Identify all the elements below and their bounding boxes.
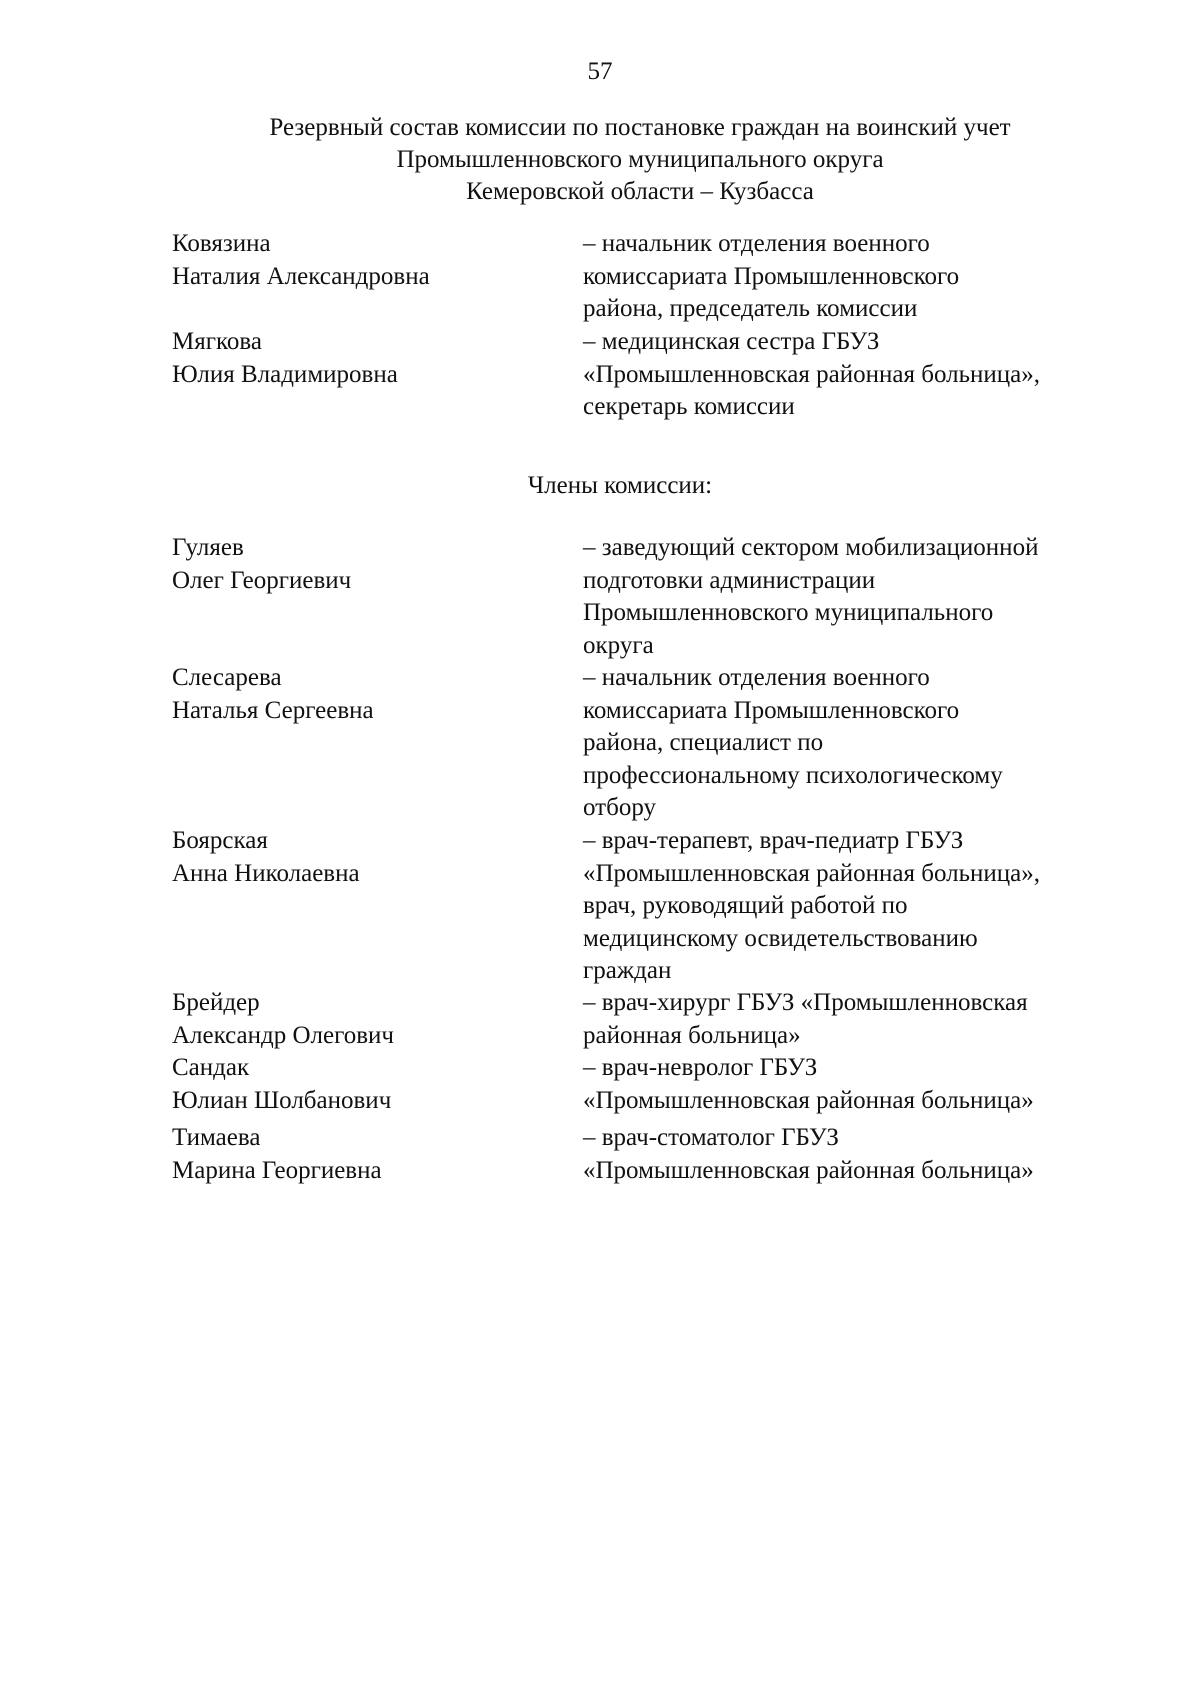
role-line: – врач-терапевт, врач-педиатр ГБУЗ [583, 827, 964, 854]
role-line: отбору [583, 794, 656, 821]
person-given-names: Олег Георгиевич [172, 566, 352, 594]
role-line: Промышленновского муниципального [583, 599, 994, 626]
title-line-3: Кемеровской области – Кузбасса [466, 178, 814, 205]
person-given-names: Анна Николаевна [172, 859, 360, 887]
person-role [583, 662, 1143, 825]
role-line: комиссариата Промышленновского [583, 696, 960, 724]
role-line: комиссариата Промышленновского [583, 262, 960, 290]
person-name [172, 1052, 572, 1117]
role-line: – заведующий сектором мобилизационной [583, 534, 1039, 561]
role-line: района, специалист по [583, 729, 824, 756]
person-role [583, 1052, 1143, 1117]
person-name [172, 1122, 572, 1187]
role-line: района, председатель комиссии [583, 295, 918, 322]
person-given-names: Наталья Сергеевна [172, 696, 374, 724]
person-role [583, 326, 1143, 424]
person-given-names: Марина Георгиевна [172, 1156, 382, 1184]
person-given-names: Юлия Владимировна [172, 360, 398, 388]
role-line: – начальник отделения военного [583, 230, 930, 257]
person-surname: Гуляев [172, 534, 244, 561]
person-role [583, 228, 1143, 326]
person-surname: Мягкова [172, 328, 262, 355]
role-line: округа [583, 631, 654, 659]
page-number: 57 [587, 58, 613, 85]
role-line: «Промышленновская районная больница», [583, 360, 1040, 388]
person-name [172, 825, 572, 890]
document-title [100, 112, 1180, 208]
title-line-1: Резервный состав комиссии по постановке граждан на воинский учет [269, 114, 1011, 141]
person-given-names: Наталия Александровна [172, 262, 430, 290]
role-line: – врач-невролог ГБУЗ [583, 1054, 818, 1081]
members-heading: Члены комиссии: [527, 472, 713, 499]
role-line: медицинскому освидетельствованию [583, 924, 978, 952]
person-name [172, 228, 572, 293]
person-surname: Слесарева [172, 664, 282, 691]
role-line: секретарь комиссии [583, 393, 795, 420]
person-surname: Боярская [172, 827, 268, 854]
role-line: районная больница» [583, 1021, 801, 1049]
person-role [583, 987, 1143, 1052]
person-given-names: Александр Олегович [172, 1021, 395, 1049]
role-line: врач, руководящий работой по [583, 892, 908, 919]
role-line: подготовки администрации [583, 566, 876, 594]
role-line: «Промышленновская районная больница», [583, 859, 1040, 887]
person-surname: Тимаева [172, 1124, 261, 1151]
role-line: профессиональному психологическому [583, 761, 1003, 789]
role-line: – врач-хирург ГБУЗ «Промышленновская [583, 989, 1028, 1016]
person-role [583, 1122, 1143, 1187]
role-line: – врач-стоматолог ГБУЗ [583, 1124, 839, 1151]
role-line: – медицинская сестра ГБУЗ [583, 328, 880, 355]
person-surname: Сандак [172, 1054, 250, 1081]
role-line: – начальник отделения военного [583, 664, 930, 691]
person-role [583, 532, 1143, 662]
person-name [172, 532, 572, 597]
person-name [172, 662, 572, 727]
person-given-names: Юлиан Шолбанович [172, 1086, 392, 1114]
person-surname: Брейдер [172, 989, 260, 1016]
person-role [583, 825, 1143, 988]
title-line-2: Промышленновского муниципального округа [396, 146, 884, 173]
role-line: «Промышленновская районная больница» [583, 1086, 1034, 1114]
person-surname: Ковязина [172, 230, 271, 257]
person-name [172, 326, 572, 391]
person-name [172, 987, 572, 1052]
role-line: граждан [583, 957, 672, 984]
role-line: «Промышленновская районная больница» [583, 1156, 1034, 1184]
